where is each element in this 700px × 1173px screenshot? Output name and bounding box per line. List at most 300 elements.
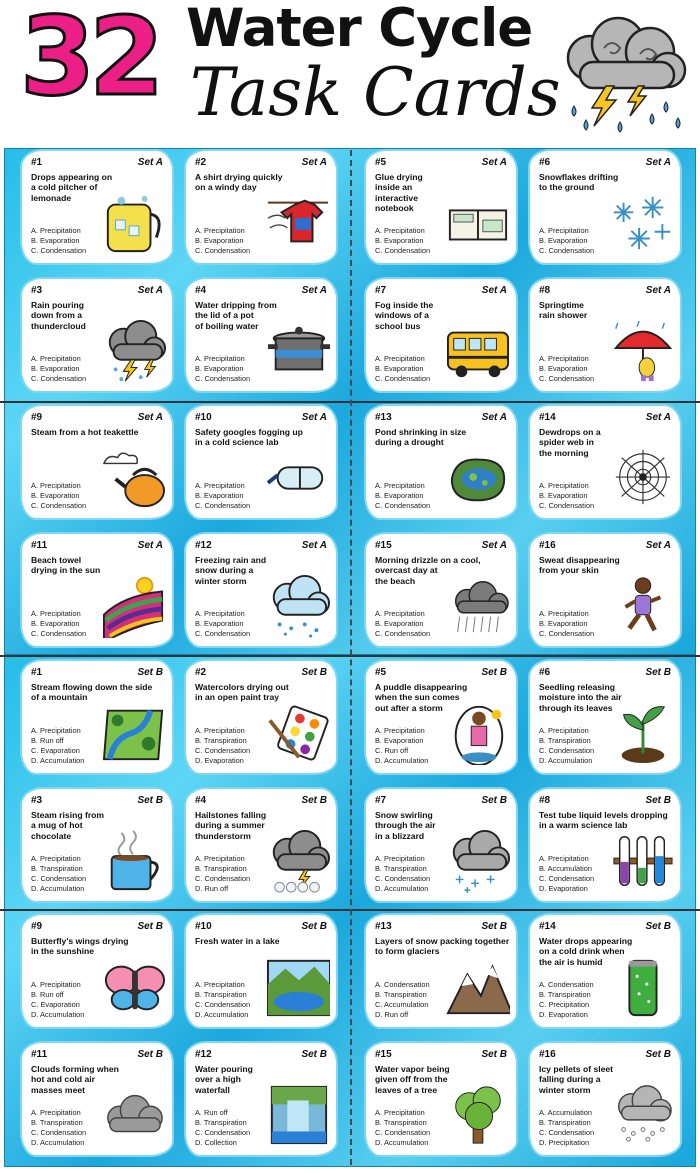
card-number: #6 [539,667,551,678]
answer-option: A. Condensation [375,980,430,990]
answer-option: C. Condensation [539,374,595,384]
answer-option: C. Condensation [195,1128,251,1138]
card-set-label: Set B [481,921,507,932]
answer-options [539,354,594,384]
answer-option: A. Condensation [539,980,594,990]
answer-option: B. Evaporation [375,491,424,501]
question-line: in a cold science lab [195,437,279,448]
task-card [366,406,516,518]
answer-option: A. Precipitation [375,609,425,619]
answer-option: A. Precipitation [195,609,245,619]
spider-web-icon [610,446,674,510]
answer-option: C. Condensation [195,874,251,884]
card-set-label: Set A [137,157,163,168]
card-question [31,300,86,331]
shirt-on-clothesline-icon [266,191,330,255]
card-question [195,936,280,946]
answer-option: B. Transpiration [195,990,247,1000]
question-line: snow during a [195,565,254,576]
card-question [31,810,104,841]
answer-option: C. Condensation [375,874,431,884]
answer-options [31,481,86,511]
task-card [22,279,172,391]
task-card [366,915,516,1027]
answer-options [195,226,250,256]
card-set-label: Set B [481,1049,507,1060]
answer-option: C. Evaporation [31,746,80,756]
hot-chocolate-mug-icon [102,829,166,893]
answer-options [539,726,594,766]
answer-option: C. Condensation [375,501,431,511]
task-card [530,661,680,773]
question-line: the beach [375,575,416,586]
answer-options [375,226,430,256]
answer-option: D. Evaporation [539,1010,588,1020]
answer-option: A. Precipitation [195,726,245,736]
answer-option: B. Evaporation [31,236,80,246]
question-line: Icy pellets of sleet [539,1064,614,1074]
answer-options [31,226,86,256]
answer-option: A. Precipitation [539,609,589,619]
question-line: falling during a [539,1074,601,1085]
cooking-pot-icon [266,319,330,383]
question-line: Layers of snow packing together [375,936,510,946]
card-set-label: Set A [481,157,507,168]
clouds-icon [102,1083,166,1147]
card-number: #1 [31,667,43,678]
card-question [539,810,668,831]
answer-option: C. Condensation [31,501,87,511]
page-subtitle: Task Cards [190,54,561,131]
answer-option: D. Accumulation [539,756,593,766]
answer-option: B. Evaporation [539,619,588,629]
answer-option: B. Transpiration [375,990,427,1000]
answer-option: B. Evaporation [195,364,244,374]
answer-option: C. Condensation [195,746,251,756]
answer-option: A. Precipitation [31,354,81,364]
butterfly-icon [102,955,166,1019]
card-question [539,1064,613,1095]
task-card [530,406,680,518]
question-line: chocolate [31,830,72,841]
answer-option: B. Transpiration [195,736,247,746]
card-question [375,810,436,841]
answer-option: D. Collection [195,1138,237,1148]
task-card [22,151,172,263]
question-line: A shirt drying quickly [195,172,283,182]
question-line: school bus [375,320,421,331]
question-line: Water pouring [195,1064,253,1074]
running-girl-icon [610,574,674,638]
answer-option: D. Run off [375,1010,409,1020]
card-set-label: Set B [137,667,163,678]
answer-option: C. Condensation [375,629,431,639]
card-set-label: Set B [645,667,671,678]
answer-option: B. Transpiration [195,864,247,874]
stream-map-icon [102,701,166,765]
answer-option: B. Evaporation [195,619,244,629]
card-question [375,427,466,448]
answer-option: A. Precipitation [375,481,425,491]
question-line: leaves of a tree [375,1084,438,1095]
drizzle-cloud-icon [446,574,510,638]
answer-option: A. Precipitation [31,726,81,736]
question-line: during a summer [195,820,265,831]
answer-option: C. Condensation [31,374,87,384]
task-card [366,151,516,263]
card-number: #6 [539,157,551,168]
question-line: in the sunshine [31,946,95,957]
card-count: 32 [20,0,159,120]
question-line: a mug of hot [31,820,83,831]
card-question [195,682,289,703]
question-line: Butterfly's wings drying [31,936,129,946]
task-card [530,915,680,1027]
answer-options [195,726,250,766]
card-question [31,936,129,957]
card-set-label: Set A [481,412,507,423]
question-line: Snowflakes drifting [539,172,619,182]
answer-option: C. Condensation [539,874,595,884]
mountains-icon [446,955,510,1019]
answer-option: B. Transpiration [539,736,591,746]
task-card [186,789,336,901]
answer-option: A. Precipitation [195,354,245,364]
answer-option: B. Transpiration [539,990,591,1000]
question-line: over a high [195,1074,241,1085]
answer-options [539,854,594,894]
task-card [22,406,172,518]
card-set-label: Set A [301,540,327,551]
answer-option: A. Precipitation [539,854,589,864]
question-line: waterfall [195,1084,230,1095]
answer-option: C. Condensation [375,1128,431,1138]
title-header [0,0,700,148]
answer-option: D. Accumulation [195,1010,249,1020]
card-number: #10 [195,412,212,423]
goggles-icon [266,446,330,510]
task-card [22,1043,172,1155]
card-number: #3 [31,795,43,806]
teakettle-icon [102,446,166,510]
answer-option: C. Condensation [195,1000,251,1010]
answer-options [195,1108,250,1148]
answer-option: B. Evaporation [375,736,424,746]
question-line: out after a storm [375,702,443,713]
answer-option: B. Evaporation [31,619,80,629]
card-number: #16 [539,540,556,551]
puddle-girl-icon [446,701,510,765]
question-line: Rain pouring [31,300,84,310]
answer-option: B. Transpiration [375,864,427,874]
answer-options [375,854,430,894]
card-number: #7 [375,285,387,296]
card-set-label: Set A [481,285,507,296]
question-line: the lid of a pot [195,310,254,321]
answer-option: A. Precipitation [375,726,425,736]
card-number: #12 [195,540,212,551]
answer-option: A. Precipitation [375,226,425,236]
answer-option: C. Condensation [31,629,87,639]
answer-options [375,726,428,766]
card-question [375,172,423,213]
question-line: of a mountain [31,692,88,703]
card-number: #5 [375,157,387,168]
question-line: Steam rising from [31,810,105,820]
card-question [195,172,283,193]
question-line: Freezing rain and [195,555,267,565]
question-line: Water dripping from [195,300,277,310]
question-line: Fresh water in a lake [195,936,280,946]
card-question [539,300,587,321]
question-line: to the ground [539,182,595,193]
question-line: Drops appearing on [31,172,113,182]
card-question [31,682,152,703]
card-number: #13 [375,921,392,932]
answer-option: B. Evaporation [539,364,588,374]
card-number: #14 [539,921,556,932]
question-line: interactive [375,192,418,203]
answer-options [31,980,84,1020]
card-set-label: Set B [481,667,507,678]
answer-option: D. Precipitation [539,1138,590,1148]
sleet-cloud-icon [610,1083,674,1147]
answer-option: A. Precipitation [539,481,589,491]
answer-option: D. Accumulation [375,884,429,894]
test-tubes-icon [610,829,674,893]
question-line: notebook [375,202,414,213]
cut-line [350,150,352,1165]
task-card [366,534,516,646]
card-set-label: Set A [645,285,671,296]
answer-option: A. Precipitation [539,726,589,736]
card-question [195,810,266,841]
task-card [186,279,336,391]
card-set-label: Set B [645,921,671,932]
card-set-label: Set A [645,412,671,423]
card-number: #12 [195,1049,212,1060]
answer-options [31,854,86,894]
answer-options [539,1108,594,1148]
question-line: Hailstones falling [195,810,267,820]
waterfall-icon [266,1083,330,1147]
card-question [195,300,277,331]
question-line: Glue drying [375,172,423,182]
answer-option: C. Condensation [195,629,251,639]
card-number: #3 [31,285,43,296]
answer-option: C. Precipitation [539,1000,590,1010]
answer-option: B. Evaporation [539,491,588,501]
question-line: A puddle disappearing [375,682,468,692]
task-card [366,1043,516,1155]
answer-options [31,609,86,639]
task-card [22,789,172,901]
answer-option: C. Run off [375,746,409,756]
answer-option: D. Accumulation [31,1010,85,1020]
card-number: #8 [539,795,551,806]
card-set-label: Set B [137,795,163,806]
answer-option: C. Condensation [31,1128,87,1138]
answer-options [195,854,250,894]
question-line: inside an [375,182,413,193]
question-line: overcast day at [375,565,438,576]
task-card [22,661,172,773]
task-card [530,151,680,263]
card-question [195,555,266,586]
notebook-icon [446,191,510,255]
question-line: Pond shrinking in size [375,427,467,437]
question-line: moisture into the air [539,692,622,703]
card-number: #4 [195,795,207,806]
question-line: Watercolors drying out [195,682,289,692]
card-set-label: Set B [481,795,507,806]
question-line: from your skin [539,565,599,576]
question-line: Test tube liquid levels dropping [539,810,668,820]
card-set-label: Set A [137,412,163,423]
umbrella-icon [610,319,674,383]
task-card [186,1043,336,1155]
answer-option: B. Evaporation [375,619,424,629]
school-bus-icon [446,319,510,383]
answer-options [375,609,430,639]
question-line: Dewdrops on a [539,427,601,437]
card-number: #16 [539,1049,556,1060]
answer-option: A. Precipitation [539,226,589,236]
question-line: to form glaciers [375,946,440,957]
question-line: Springtime [539,300,584,310]
question-line: through its leaves [539,702,613,713]
lake-icon [266,955,330,1019]
question-line: Water vapor being [375,1064,450,1074]
card-question [195,1064,253,1095]
answer-option: B. Accumulation [539,864,592,874]
answer-options [375,980,430,1020]
lemonade-pitcher-icon [102,191,166,255]
answer-option: A. Precipitation [195,481,245,491]
task-card [186,151,336,263]
answer-option: C. Evaporation [31,1000,80,1010]
card-number: #8 [539,285,551,296]
answer-option: A. Run off [195,1108,228,1118]
card-set-label: Set A [301,412,327,423]
question-line: Steam from a hot teakettle [31,427,139,437]
answer-options [539,980,594,1020]
card-number: #9 [31,921,43,932]
card-set-label: Set B [301,1049,327,1060]
answer-option: A. Precipitation [31,226,81,236]
card-set-label: Set A [645,157,671,168]
card-set-label: Set A [137,540,163,551]
answer-option: A. Precipitation [31,481,81,491]
answer-option: C. Condensation [31,246,87,256]
question-line: Fog inside the [375,300,434,310]
card-question [31,427,138,437]
task-card [366,789,516,901]
answer-option: B. Run off [31,990,64,1000]
question-line: hot and cold air [31,1074,95,1085]
soda-can-icon [610,955,674,1019]
answer-options [539,609,594,639]
task-card [530,279,680,391]
answer-option: A. Precipitation [539,354,589,364]
question-line: Beach towel [31,555,82,565]
task-card [22,534,172,646]
answer-options [31,1108,86,1148]
answer-option: C. Condensation [195,374,251,384]
question-line: Clouds forming when [31,1064,119,1074]
answer-option: C. Condensation [31,874,87,884]
page-title: Water Cycle [186,0,533,59]
answer-option: C. Condensation [539,746,595,756]
task-card [22,915,172,1027]
card-set-label: Set A [137,285,163,296]
card-set-label: Set A [301,285,327,296]
question-line: Morning drizzle on a cool, [375,555,481,565]
answer-options [539,481,594,511]
answer-option: D. Evaporation [539,884,588,894]
answer-option: D. Accumulation [31,884,85,894]
question-line: in a blizzard [375,830,425,841]
question-line: down from a [31,310,83,321]
snow-cloud-icon [266,574,330,638]
answer-options [375,1108,430,1148]
question-line: when the sun comes [375,692,460,703]
paint-tray-icon [266,701,330,765]
answer-option: A. Precipitation [195,980,245,990]
answer-option: B. Transpiration [375,1118,427,1128]
answer-options [195,354,250,384]
answer-options [539,226,594,256]
card-question [375,936,509,957]
answer-options [31,726,84,766]
answer-option: B. Evaporation [31,364,80,374]
storm-cloud-icon [560,14,690,138]
question-line: a cold pitcher of [31,182,98,193]
question-line: given off from the [375,1074,448,1085]
answer-option: B. Transpiration [31,864,83,874]
answer-option: C. Condensation [375,374,431,384]
task-card [366,661,516,773]
answer-option: C. Condensation [195,246,251,256]
answer-option: A. Precipitation [195,226,245,236]
card-set-label: Set A [481,540,507,551]
card-number: #2 [195,157,207,168]
question-line: Safety googles fogging up [195,427,303,437]
card-question [375,300,433,331]
card-number: #10 [195,921,212,932]
answer-option: D. Accumulation [375,1138,429,1148]
task-card [366,279,516,391]
answer-option: B. Transpiration [31,1118,83,1128]
card-set-label: Set A [645,540,671,551]
answer-option: A. Precipitation [375,854,425,864]
card-number: #5 [375,667,387,678]
card-number: #13 [375,412,392,423]
question-line: lemonade [31,192,72,203]
card-set-label: Set B [645,1049,671,1060]
answer-options [195,609,250,639]
card-question [375,1064,450,1095]
question-line: on a cold drink when [539,946,625,957]
card-set-label: Set B [645,795,671,806]
card-number: #2 [195,667,207,678]
question-line: in an open paint tray [195,692,280,703]
card-question [539,427,601,458]
snowflakes-icon [610,191,674,255]
answer-option: C. Accumulation [375,1000,429,1010]
card-question [31,555,100,576]
question-line: Sweat disappearing [539,555,620,565]
